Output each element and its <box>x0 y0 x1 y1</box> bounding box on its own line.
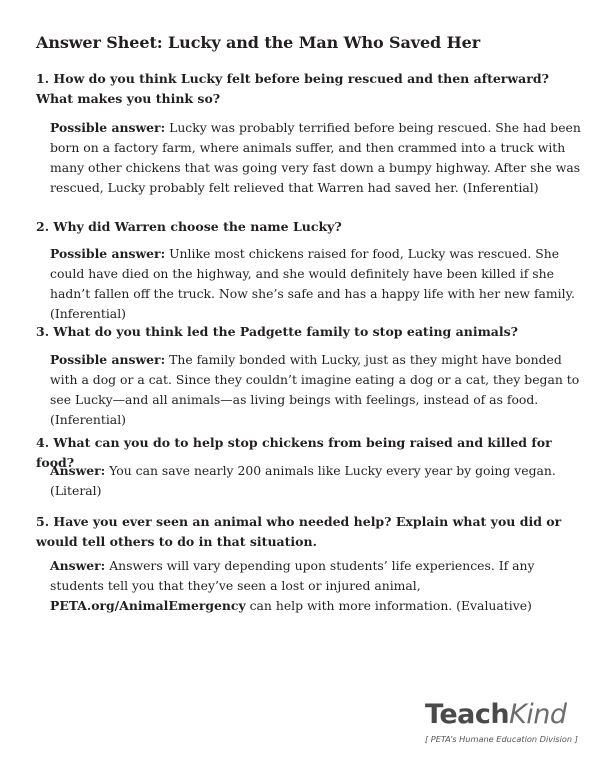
question-number: 3. <box>36 324 50 339</box>
answer-text: Lucky was probably terrified before being rescued. She had been born on a factory farm, where animals suffer, and then crammed into a truck with many other chickens that was going very fast down a bumpy highway. After she was rescued, Lucky probably felt relieved that Warren had saved her. (Inferential) <box>50 120 581 195</box>
answer-3 <box>50 350 585 430</box>
question-number: 5. <box>36 514 50 529</box>
page-title: Answer Sheet: Lucky and the Man Who Saved Her <box>36 33 481 52</box>
animal-emergency-link[interactable]: PETA.org/AnimalEmergency <box>50 598 246 613</box>
answer-label: Answer: <box>50 463 106 478</box>
teachkind-logo <box>425 699 578 744</box>
answer-2 <box>50 244 585 324</box>
answer-1 <box>50 118 585 198</box>
answer-text: Unlike most chickens raised for food, Lucky was rescued. She could have died on the highway, and she would definitely have been killed if she hadn’t fallen off the truck. Now she’s safe and has a happy life with her new family. (Inferential) <box>50 246 575 321</box>
question-3 <box>36 322 576 342</box>
question-2 <box>36 217 576 237</box>
answer-text: You can save nearly 200 animals like Lucky every year by going vegan. (Literal) <box>50 463 556 498</box>
answer-label: Possible answer: <box>50 120 166 135</box>
answer-text: Answers will vary depending upon students’ life experiences. If any students tell you that they’ve seen a lost or injured animal, <box>50 558 535 593</box>
answer-text-continued: can help with more information. (Evaluative) <box>249 598 532 613</box>
logo-word-teach: Teach <box>425 699 510 730</box>
logo-wordmark <box>425 700 575 730</box>
question-number: 2. <box>36 219 50 234</box>
question-text: What do you think led the Padgette family to stop eating animals? <box>53 324 519 339</box>
question-number: 4. <box>36 435 50 450</box>
question-text: Why did Warren choose the name Lucky? <box>53 219 342 234</box>
answer-label: Possible answer: <box>50 352 166 367</box>
question-5 <box>36 512 576 552</box>
question-text: How do you think Lucky felt before being rescued and then afterward? What makes you think so? <box>36 71 549 106</box>
answer-label: Answer: <box>50 558 106 573</box>
logo-tagline: [ PETA’s Humane Education Division ] <box>425 734 578 744</box>
question-1 <box>36 69 576 109</box>
logo-word-kind: Kind <box>509 699 567 730</box>
answer-5 <box>50 556 585 616</box>
answer-4 <box>50 461 585 501</box>
question-text: What can you do to help stop chickens from being raised and killed for food? <box>36 435 552 470</box>
question-text: Have you ever seen an animal who needed help? Explain what you did or would tell others to do in that situation. <box>36 514 562 549</box>
question-number: 1. <box>36 71 50 86</box>
answer-label: Possible answer: <box>50 246 166 261</box>
answer-text: The family bonded with Lucky, just as they might have bonded with a dog or a cat. Since they couldn’t imagine eating a dog or a cat, they began to see Lucky—and all animals—as living beings with feelings, instead of as food. (Inferential) <box>50 352 580 427</box>
